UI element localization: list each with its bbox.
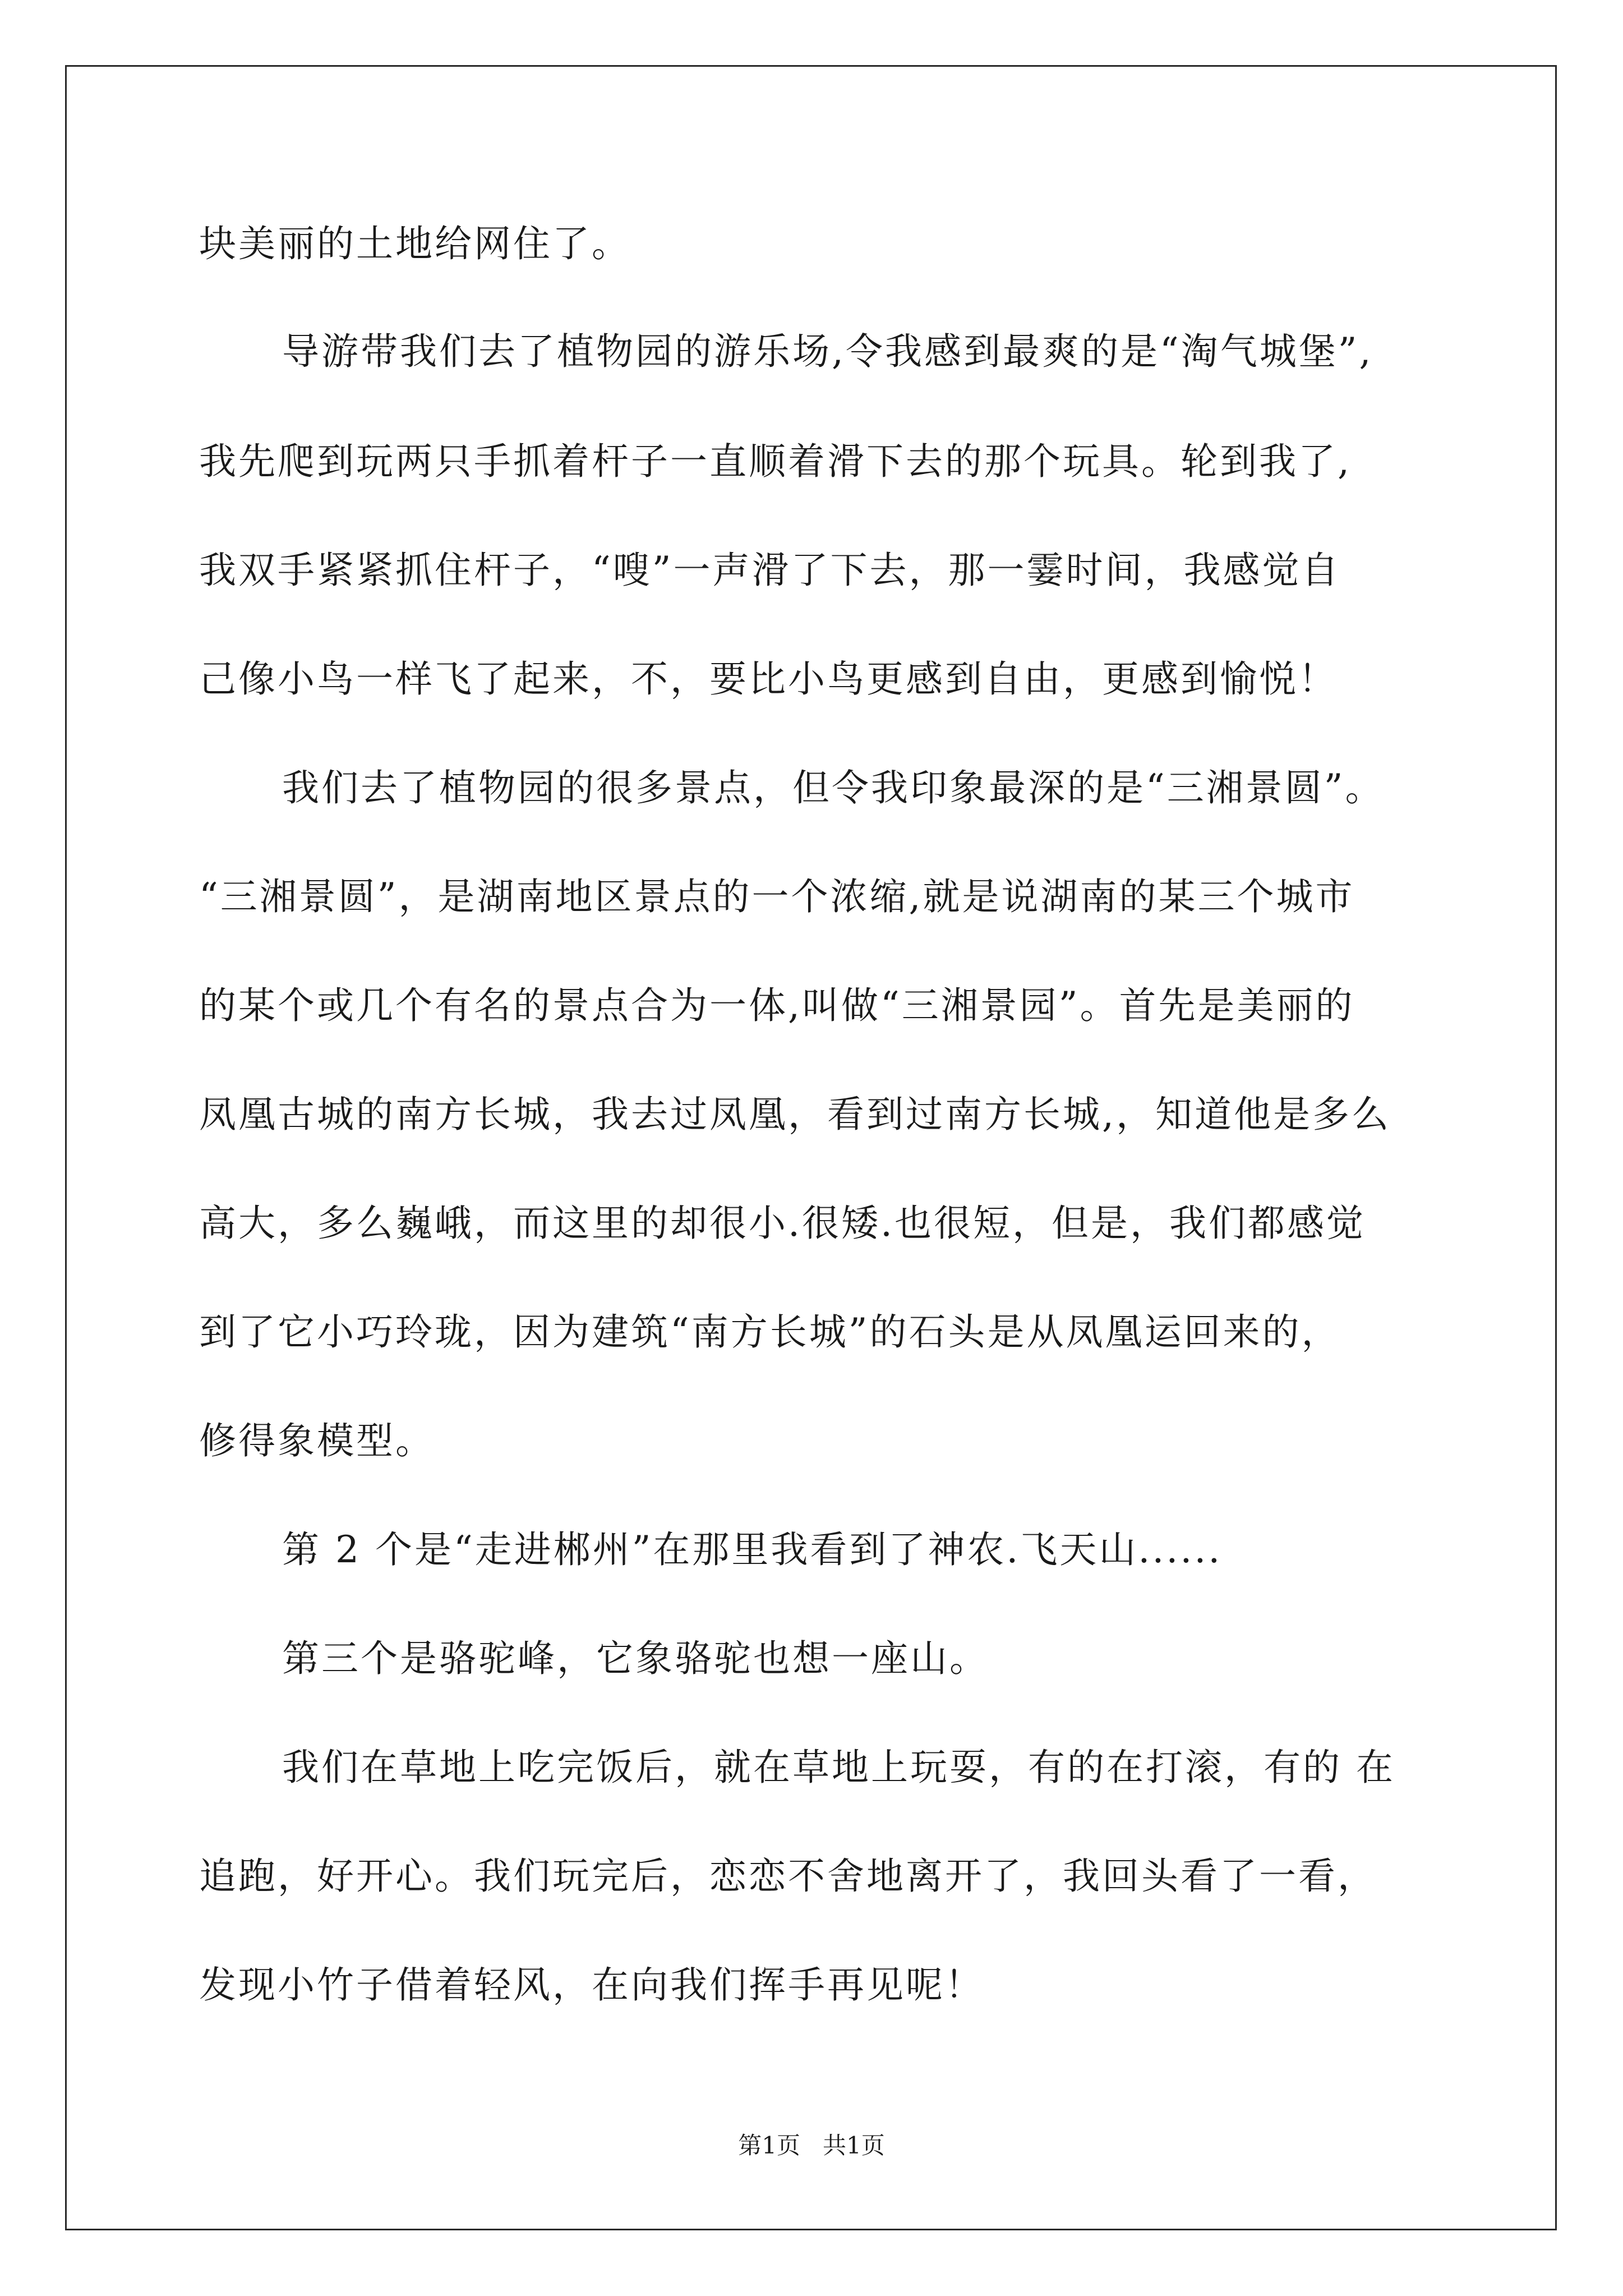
text-line: 我先爬到玩两只手抓着杆子一直顺着滑下去的那个玩具。轮到我了, — [199, 440, 1352, 483]
text-line: 第 2 个是“走进郴州”在那里我看到了神农.飞天山...... — [282, 1528, 1223, 1571]
text-line: 追跑，好开心。我们玩完后，恋恋不舍地离开了，我回头看了一看， — [199, 1855, 1377, 1898]
text-line: 导游带我们去了植物园的游乐场,令我感到最爽的是“淘气城堡”, — [282, 330, 1373, 373]
text-line: 我们去了植物园的很多景点，但令我印象最深的是“三湘景圆”。 — [282, 766, 1385, 809]
text-line: 修得象模型。 — [199, 1419, 435, 1462]
page-footer: 第1页 共1页 — [738, 2132, 885, 2159]
text-line: 发现小竹子借着轻风，在向我们挥手再见呢！ — [199, 1963, 984, 2007]
text-line: 凤凰古城的南方长城，我去过凤凰，看到过南方长城,，知道他是多么 — [199, 1093, 1391, 1136]
text-line: 到了它小巧玲珑，因为建筑“南方长城”的石头是从凤凰运回来的， — [199, 1310, 1341, 1354]
text-line: 我们在草地上吃完饭后，就在草地上玩耍，有的在打滚，有的 在 — [282, 1746, 1395, 1789]
text-line: 第三个是骆驼峰，它象骆驼也想一座山。 — [282, 1637, 989, 1680]
text-line: 的某个或几个有名的景点合为一体,叫做“三湘景园”。首先是美丽的 — [199, 984, 1355, 1027]
text-line: 己像小鸟一样飞了起来，不，要比小鸟更感到自由，更感到愉悦！ — [199, 657, 1338, 701]
text-line: 高大，多么巍峨，而这里的却很小.很矮.也很短，但是，我们都感觉 — [199, 1202, 1366, 1245]
page-border — [65, 65, 1557, 2230]
text-line: 我双手紧紧抓住杆子，“嗖”一声滑了下去，那一霎时间，我感觉自 — [199, 549, 1341, 592]
text-line: “三湘景圆”，是湖南地区景点的一个浓缩,就是说湖南的某三个城市 — [199, 875, 1355, 918]
text-line: 块美丽的土地给网住了。 — [199, 222, 631, 265]
